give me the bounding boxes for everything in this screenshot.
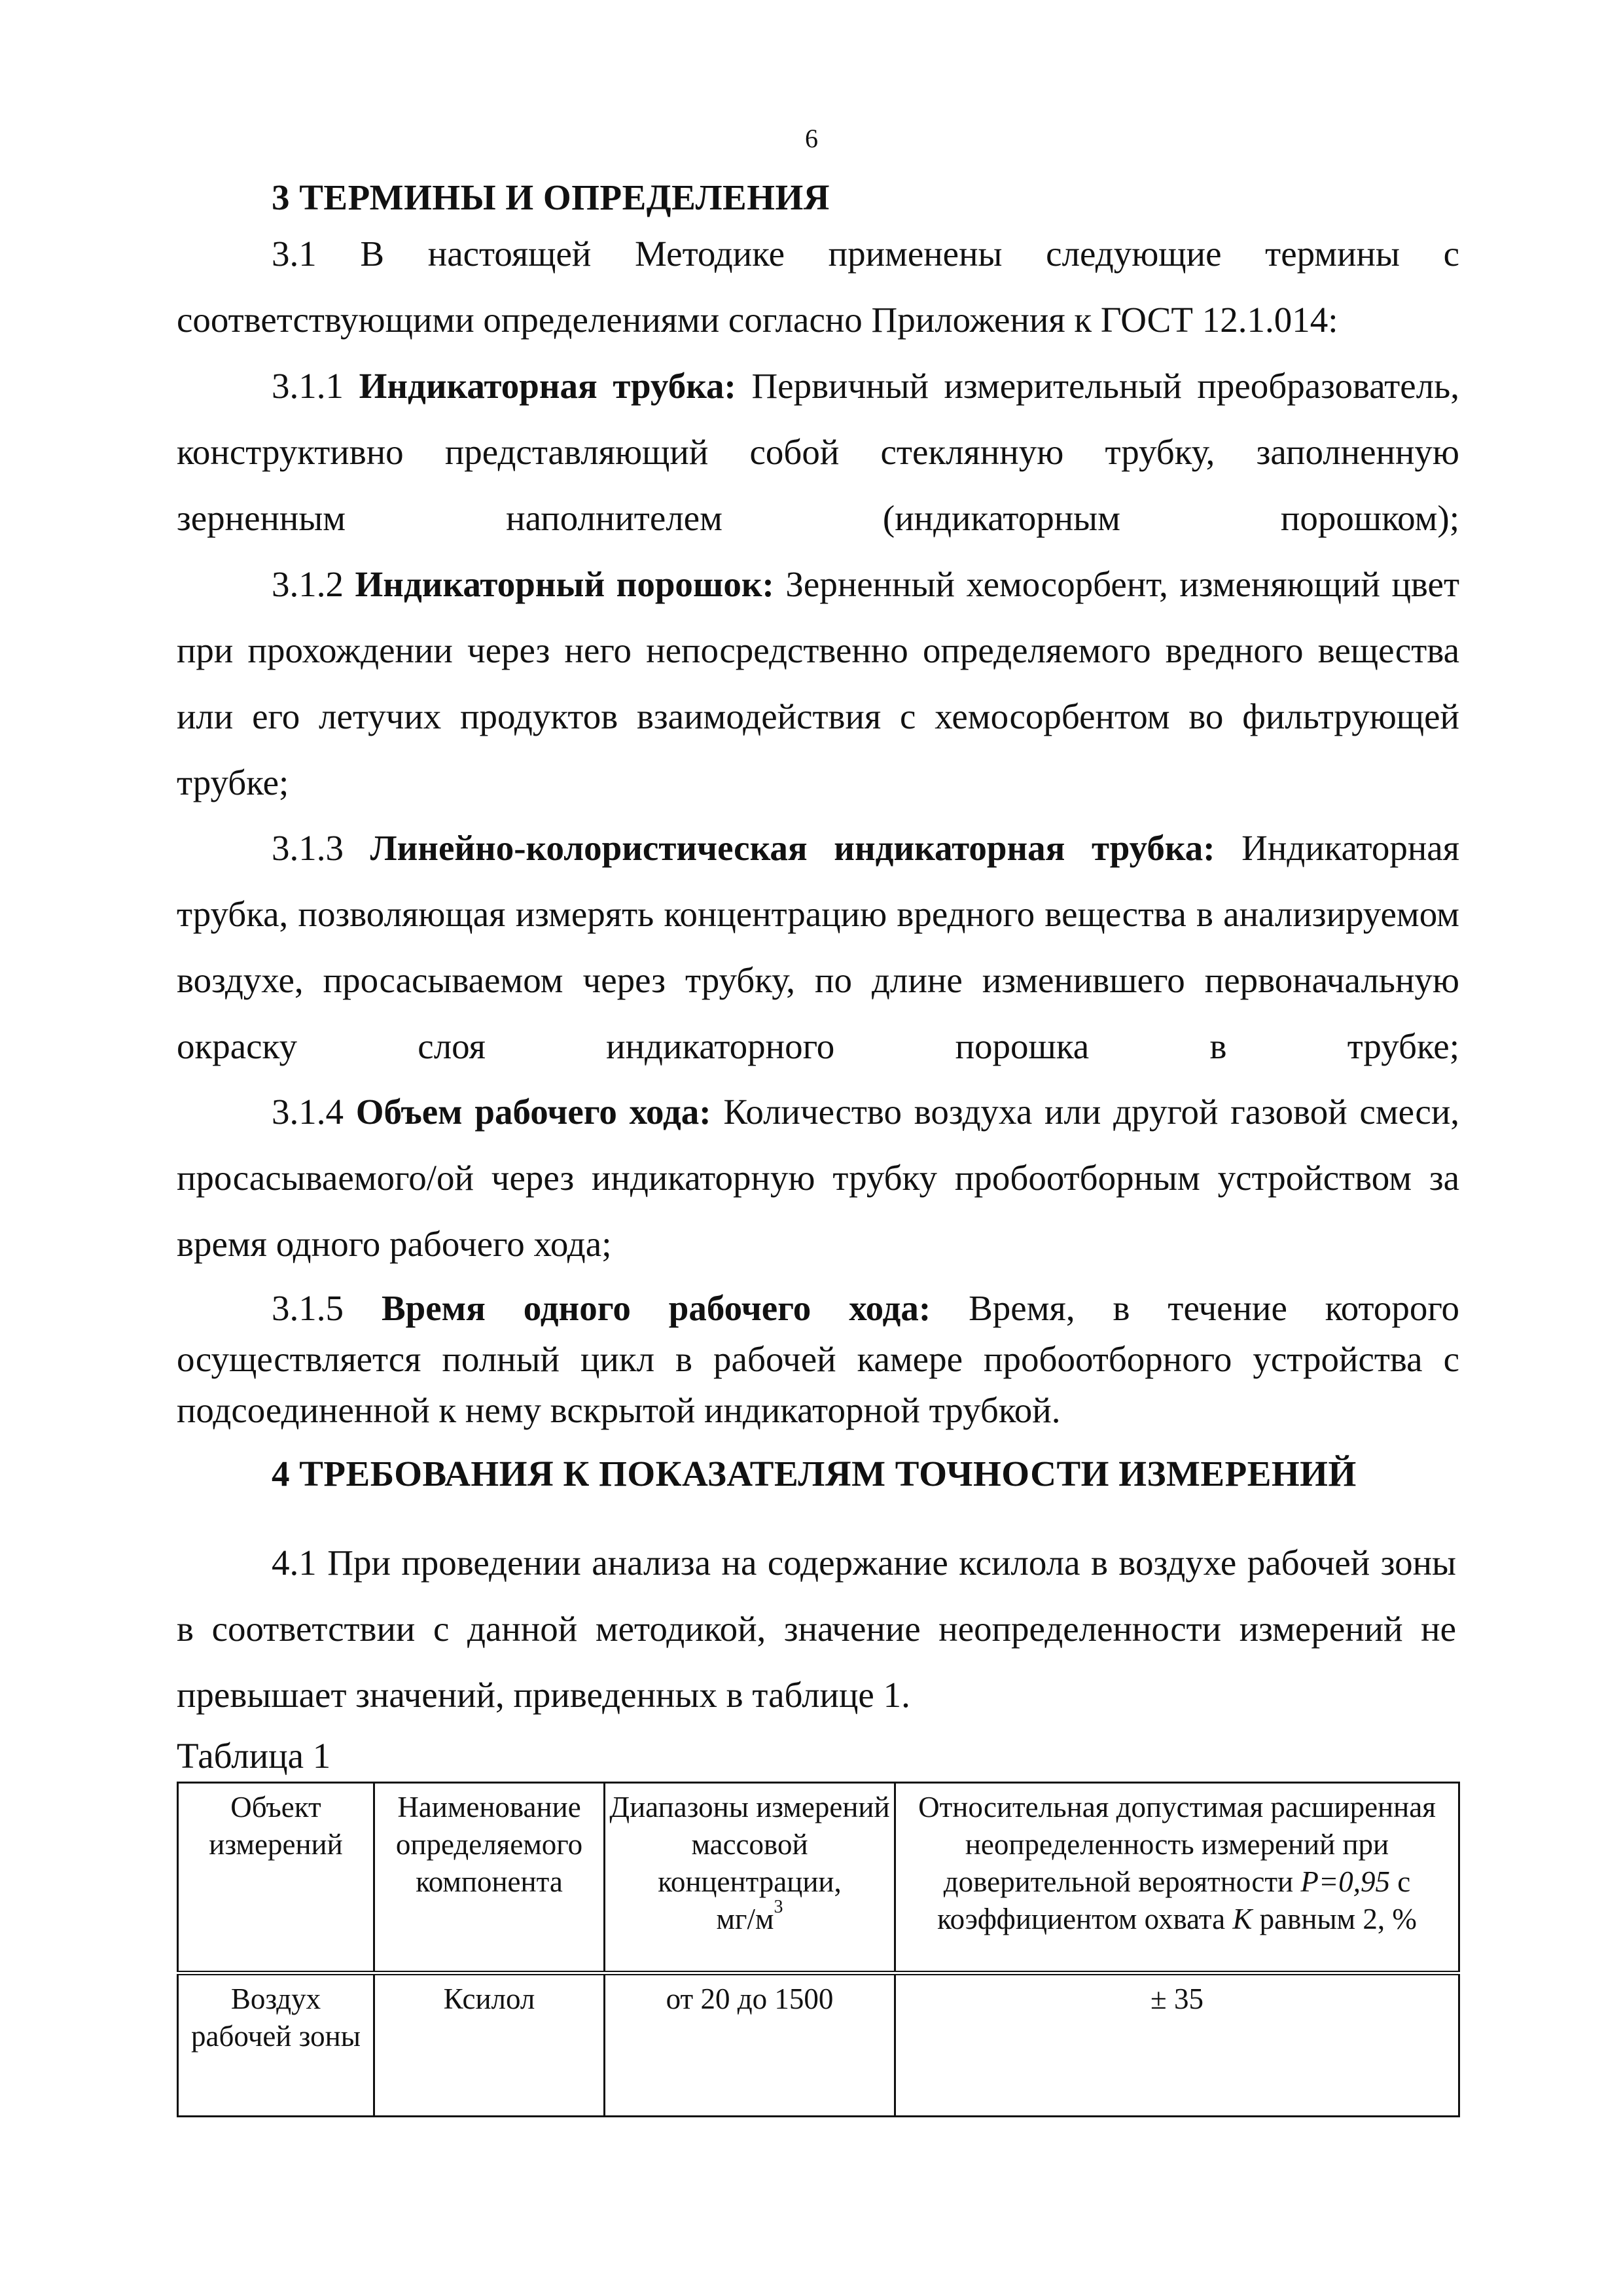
header-uncertainty-c: равным 2, % bbox=[1259, 1903, 1417, 1935]
header-object: Объект измерений bbox=[178, 1783, 374, 1973]
header-uncertainty bbox=[895, 1783, 1459, 1973]
header-uncertainty-b: с коэффициентом охвата bbox=[937, 1865, 1411, 1935]
header-component: Наименование определяемого компонента bbox=[374, 1783, 605, 1973]
term-3-1-5 bbox=[177, 1283, 1459, 1436]
table-row bbox=[178, 1973, 1459, 2117]
header-range bbox=[605, 1783, 895, 1973]
term-title: Время одного рабочего хода: bbox=[381, 1288, 931, 1328]
term-definition: Зерненный хемосорбент, изменяющий цвет при прохождении через него непосредственно определяемого вредного вещества или его летучих продуктов взаимодействия с хемосорбентом во фильтрующей трубке; bbox=[177, 564, 1460, 802]
term-3-1-1 bbox=[177, 353, 1459, 551]
term-title: Линейно-колористическая индикаторная трубка: bbox=[370, 828, 1215, 868]
confidence-level: P=0,95 bbox=[1300, 1865, 1390, 1898]
term-definition: Индикаторная трубка, позволяющая измерять концентрацию вредного вещества в анализируемом воздухе, просасываемом через трубку, по длине изменившего первоначальную окраску слоя индикаторного порошка в трубке; bbox=[177, 828, 1460, 1066]
header-range-unit: мг/м bbox=[716, 1903, 774, 1935]
term-number: 3.1.3 bbox=[272, 828, 344, 868]
section-4-heading: 4 ТРЕБОВАНИЯ К ПОКАЗАТЕЛЯМ ТОЧНОСТИ ИЗМЕРЕНИЙ bbox=[272, 1454, 1357, 1494]
table-caption: Таблица 1 bbox=[177, 1736, 331, 1776]
cell-range: от 20 до 1500 bbox=[605, 1973, 895, 2117]
term-number: 3.1.5 bbox=[272, 1288, 344, 1328]
header-range-text: Диапазоны измерений массовой концентрации, bbox=[609, 1791, 890, 1898]
cell-uncertainty: ± 35 bbox=[895, 1973, 1459, 2117]
cell-component: Ксилол bbox=[374, 1973, 605, 2117]
coverage-factor-symbol: K bbox=[1232, 1903, 1253, 1935]
term-definition: Первичный измерительный преобразователь, конструктивно представляющий собой стеклянную трубку, заполненную зерненным наполнителем (индикаторным порошком); bbox=[177, 366, 1460, 538]
section-3-heading: 3 ТЕРМИНЫ И ОПРЕДЕЛЕНИЯ bbox=[272, 177, 830, 217]
term-definition: Время, в течение которого осуществляется полный цикл в рабочей камере пробоотборного устройства с подсоединенной к нему вскрытой индикаторной трубкой. bbox=[177, 1288, 1460, 1430]
cell-object: Воздух рабочей зоны bbox=[178, 1973, 374, 2117]
term-title: Объем рабочего хода: bbox=[355, 1092, 711, 1132]
header-uncertainty-a: Относительная допустимая расширенная неопределенность измерений при доверительной вероятности bbox=[918, 1791, 1436, 1898]
term-3-1-3 bbox=[177, 815, 1459, 1079]
paragraph-3-1: 3.1 В настоящей Методике применены следующие термины с соответствующими определениями согласно Приложения к ГОСТ 12.1.014: bbox=[177, 234, 1459, 340]
term-title: Индикаторная трубка: bbox=[359, 366, 736, 406]
term-number: 3.1.4 bbox=[272, 1092, 344, 1132]
term-number: 3.1.2 bbox=[272, 564, 344, 604]
term-definition: Количество воздуха или другой газовой смеси, просасываемого/ой через индикаторную трубку пробоотборным устройством за время одного рабочего хода; bbox=[177, 1092, 1460, 1264]
term-3-1-4 bbox=[177, 1079, 1459, 1277]
page-number: 6 bbox=[805, 124, 818, 153]
paragraph-4-1: 4.1 При проведении анализа на содержание ксилола в воздухе рабочей зоны в соответствии с данной методикой, значение неопределенности измерений не превышает значений, приведенных в таблице 1. bbox=[177, 1543, 1456, 1715]
table-header-row bbox=[178, 1783, 1459, 1973]
term-number: 3.1.1 bbox=[272, 366, 344, 406]
term-title: Индикаторный порошок: bbox=[355, 564, 774, 604]
term-3-1-2 bbox=[177, 551, 1459, 816]
accuracy-table bbox=[177, 1782, 1460, 2117]
unit-exponent: 3 bbox=[774, 1897, 783, 1917]
